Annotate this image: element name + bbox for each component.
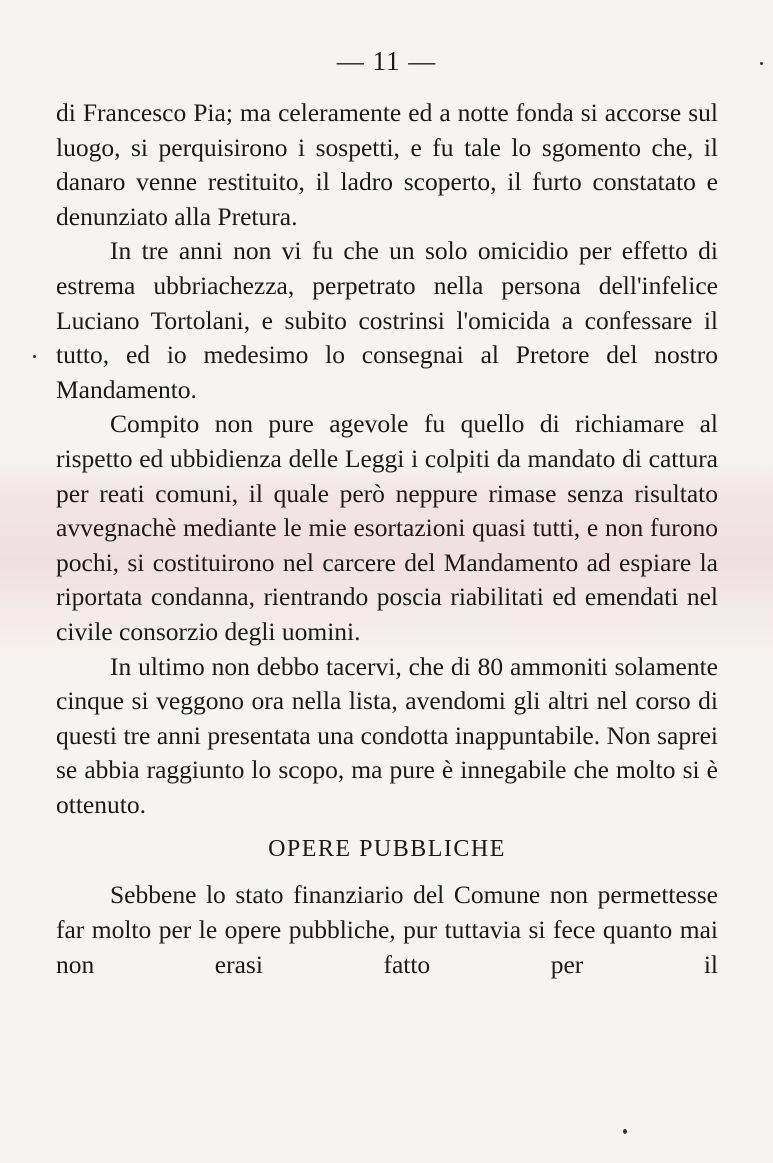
paragraph-arrest-warrants: Compito non pure agevole fu quello di richiamare al rispetto ed ubbidienza delle Leggi i colpiti da mandato di cattura per reati comuni, il quale però neppure rimase senza risultato avvegnachè mediante le mie esortazioni quasi tutti, e non furono pochi, si costituirono nel carcere del Mandamento ad espiare la riportata condanna, rientrando poscia riabilitati ed emendati nel civile consorzio degli uomini.: [56, 409, 718, 646]
page-body: [56, 96, 718, 982]
paragraph-public-works: Sebbene lo stato finanziario del Comune non permettesse far molto per le opere pubbliche, pur tuttavia si fece quanto mai non erasi fatto per il: [56, 880, 718, 979]
ink-speck: [760, 62, 763, 65]
ink-speck: [33, 355, 36, 358]
paragraph-homicide: In tre anni non vi fu che un solo omicidio per effetto di estrema ubbriachezza, perpetrato nella persona dell'infelice Luciano Tortolani, e subito costrinsi l'omicida a confessare il tutto, ed io medesimo lo consegnai al Pretore del nostro Mandamento.: [56, 236, 718, 404]
section-heading: OPERE PUBBLICHE: [268, 836, 506, 863]
ink-speck: [623, 1129, 627, 1134]
page-number: — 11 —: [336, 46, 437, 76]
paragraph-continuation: di Francesco Pia; ma celeramente ed a notte fonda si accorse sul luogo, si perquisirono i sospetti, e fu tale lo sgomento che, il danaro venne restituito, il ladro scoperto, il furto constatato e denunziato alla Pretura.: [56, 98, 718, 231]
paragraph-admonished: In ultimo non debbo tacervi, che di 80 ammoniti solamente cinque si veggono ora nella lista, avendomi gli altri nel corso di questi tre anni presentata una condotta inappuntabile. Non saprei se abbia raggiunto lo scopo, ma pure è innegabile che molto si è ottenuto.: [56, 651, 718, 819]
